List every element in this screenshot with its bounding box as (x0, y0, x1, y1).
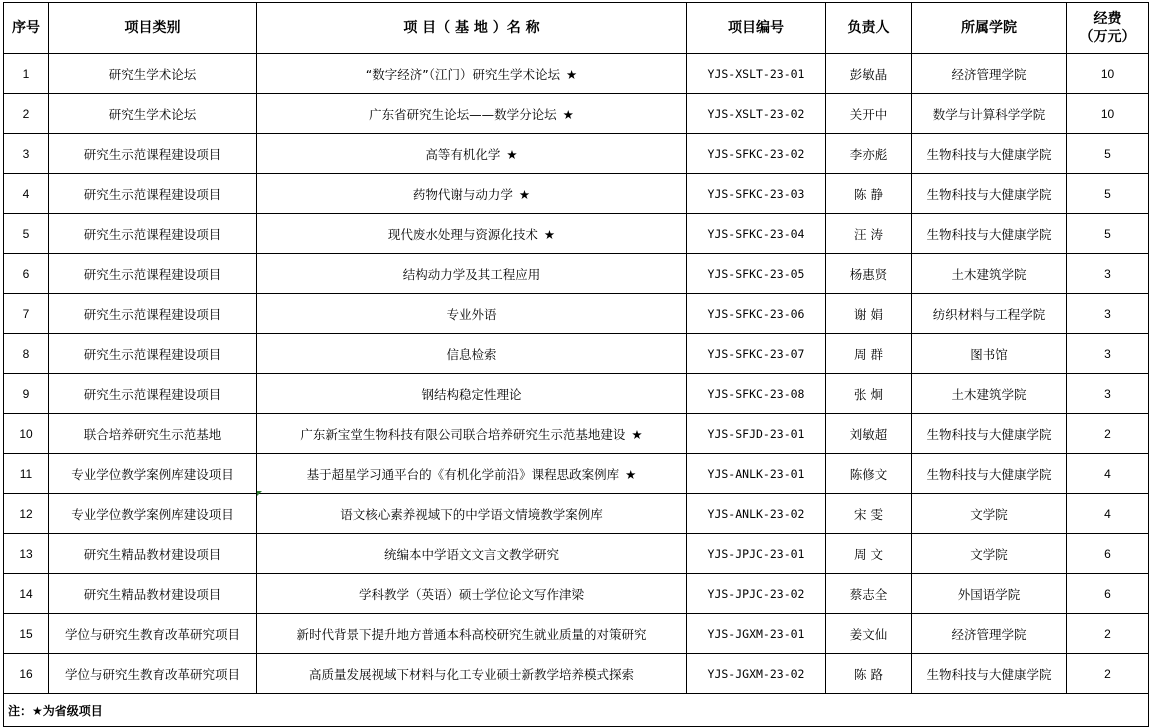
cell-code: YJS-JPJC-23-02 (687, 574, 826, 614)
cell-category: 联合培养研究生示范基地 (49, 414, 257, 454)
cell-category: 学位与研究生教育改革研究项目 (49, 654, 257, 694)
cell-index: 11 (4, 454, 49, 494)
header-name: 项 目（ 基 地 ）名 称 (257, 3, 687, 54)
cell-index: 13 (4, 534, 49, 574)
cell-index: 3 (4, 134, 49, 174)
cell-name (257, 534, 687, 574)
cell-fund: 2 (1067, 614, 1149, 654)
cell-name (257, 574, 687, 614)
cell-fund: 3 (1067, 334, 1149, 374)
cell-fund: 10 (1067, 54, 1149, 94)
provincial-star-icon: ★ (506, 146, 518, 162)
project-name-text: 新时代背景下提升地方普通本科高校研究生就业质量的对策研究 (296, 626, 647, 642)
table-row (4, 94, 1149, 134)
cell-college: 土木建筑学院 (912, 374, 1067, 414)
cell-college: 经济管理学院 (912, 54, 1067, 94)
cell-name (257, 214, 687, 254)
cell-college: 经济管理学院 (912, 614, 1067, 654)
cell-index: 16 (4, 654, 49, 694)
project-name-text: 广东新宝堂生物科技有限公司联合培养研究生示范基地建设 (300, 426, 626, 442)
table-row (4, 294, 1149, 334)
cell-leader: 姜文仙 (826, 614, 912, 654)
cell-college: 文学院 (912, 494, 1067, 534)
cell-code: YJS-SFKC-23-04 (687, 214, 826, 254)
cell-name (257, 134, 687, 174)
cell-category: 研究生精品教材建设项目 (49, 574, 257, 614)
cell-code: YJS-SFKC-23-06 (687, 294, 826, 334)
cell-name (257, 454, 687, 494)
cell-leader: 关开中 (826, 94, 912, 134)
project-table (3, 2, 1149, 727)
cell-leader: 陈 路 (826, 654, 912, 694)
table-row (4, 254, 1149, 294)
cell-code: YJS-SFKC-23-02 (687, 134, 826, 174)
cell-fund: 3 (1067, 254, 1149, 294)
table-row (4, 174, 1149, 214)
cell-category: 研究生示范课程建设项目 (49, 254, 257, 294)
cell-category: 学位与研究生教育改革研究项目 (49, 614, 257, 654)
cell-college: 生物科技与大健康学院 (912, 134, 1067, 174)
cell-category: 研究生示范课程建设项目 (49, 214, 257, 254)
cell-leader: 彭敏晶 (826, 54, 912, 94)
project-name-text: 现代废水处理与资源化技术 (387, 226, 538, 242)
cell-index: 8 (4, 334, 49, 374)
cell-leader: 谢 娟 (826, 294, 912, 334)
cell-category: 专业学位教学案例库建设项目 (49, 494, 257, 534)
cell-fund: 6 (1067, 574, 1149, 614)
cell-fund: 2 (1067, 654, 1149, 694)
cell-fund: 10 (1067, 94, 1149, 134)
project-name-text: 信息检索 (446, 346, 497, 362)
cell-category: 研究生学术论坛 (49, 54, 257, 94)
table-row (4, 534, 1149, 574)
cell-name (257, 614, 687, 654)
table-row (4, 334, 1149, 374)
cell-name (257, 54, 687, 94)
header-fund-line1: 经费 (1093, 11, 1122, 27)
cell-fund: 3 (1067, 374, 1149, 414)
cell-code: YJS-JPJC-23-01 (687, 534, 826, 574)
cell-leader: 张 炯 (826, 374, 912, 414)
provincial-star-icon: ★ (543, 226, 556, 242)
project-name-text: 高质量发展视域下材料与化工专业硕士新教学培养模式探索 (308, 666, 634, 682)
cell-college: 文学院 (912, 534, 1067, 574)
header-fund-line2: （万元） (1079, 29, 1136, 45)
cell-leader: 陈修文 (826, 454, 912, 494)
provincial-star-icon: ★ (565, 66, 578, 82)
project-name-text: 语文核心素养视域下的中学语文情境教学案例库 (340, 506, 603, 522)
header-row (4, 3, 1149, 54)
cell-code: YJS-SFKC-23-07 (687, 334, 826, 374)
table-row (4, 494, 1149, 534)
cell-college: 纺织材料与工程学院 (912, 294, 1067, 334)
cell-index: 6 (4, 254, 49, 294)
cell-name (257, 414, 687, 454)
cell-code: YJS-JGXM-23-01 (687, 614, 826, 654)
project-name-text: 广东省研究生论坛——数学分论坛 (369, 106, 557, 122)
cell-name (257, 654, 687, 694)
table-row (4, 374, 1149, 414)
cell-category: 研究生示范课程建设项目 (49, 294, 257, 334)
cell-index: 10 (4, 414, 49, 454)
cell-index: 1 (4, 54, 49, 94)
cell-college: 外国语学院 (912, 574, 1067, 614)
cell-category: 研究生示范课程建设项目 (49, 174, 257, 214)
cell-leader: 宋 雯 (826, 494, 912, 534)
cell-index: 5 (4, 214, 49, 254)
cell-code: YJS-ANLK-23-02 (687, 494, 826, 534)
cell-fund: 2 (1067, 414, 1149, 454)
cell-college: 生物科技与大健康学院 (912, 414, 1067, 454)
header-leader: 负责人 (826, 3, 912, 54)
cell-category: 研究生学术论坛 (49, 94, 257, 134)
cell-leader: 周 文 (826, 534, 912, 574)
project-name-text: 钢结构稳定性理论 (421, 386, 522, 402)
cell-index: 14 (4, 574, 49, 614)
cell-name (257, 494, 687, 534)
cell-fund: 5 (1067, 174, 1149, 214)
project-name-text: “数字经济”（江门）研究生学术论坛 (365, 66, 560, 82)
cell-category: 专业学位教学案例库建设项目 (49, 454, 257, 494)
cell-fund: 5 (1067, 134, 1149, 174)
cell-leader: 陈 静 (826, 174, 912, 214)
table-row (4, 454, 1149, 494)
cell-code: YJS-SFKC-23-08 (687, 374, 826, 414)
table-row (4, 654, 1149, 694)
header-college: 所属学院 (912, 3, 1067, 54)
cell-leader: 杨惠贤 (826, 254, 912, 294)
cell-index: 12 (4, 494, 49, 534)
cell-code: YJS-XSLT-23-02 (687, 94, 826, 134)
cell-name (257, 174, 687, 214)
cell-name (257, 94, 687, 134)
provincial-star-icon: ★ (625, 466, 637, 482)
provincial-star-icon: ★ (631, 426, 643, 442)
table-row (4, 214, 1149, 254)
cell-college: 土木建筑学院 (912, 254, 1067, 294)
project-name-text: 药物代谢与动力学 (412, 186, 513, 202)
cell-category: 研究生精品教材建设项目 (49, 534, 257, 574)
cell-code: YJS-SFJD-23-01 (687, 414, 826, 454)
cell-leader: 蔡志全 (826, 574, 912, 614)
cell-category: 研究生示范课程建设项目 (49, 334, 257, 374)
cell-college: 图书馆 (912, 334, 1067, 374)
cell-code: YJS-ANLK-23-01 (687, 454, 826, 494)
cell-index: 15 (4, 614, 49, 654)
note-row (4, 694, 1149, 727)
cell-college: 生物科技与大健康学院 (912, 214, 1067, 254)
cell-corner-marker (257, 491, 262, 496)
header-fund (1067, 3, 1149, 54)
project-name-text: 统编本中学语文文言文教学研究 (383, 546, 559, 562)
note-text: 注：★为省级项目 (4, 694, 1149, 727)
cell-name (257, 334, 687, 374)
table-row (4, 54, 1149, 94)
cell-name (257, 254, 687, 294)
cell-category: 研究生示范课程建设项目 (49, 374, 257, 414)
cell-leader: 李亦彪 (826, 134, 912, 174)
cell-leader: 周 群 (826, 334, 912, 374)
provincial-star-icon: ★ (562, 106, 574, 122)
cell-fund: 5 (1067, 214, 1149, 254)
cell-code: YJS-JGXM-23-02 (687, 654, 826, 694)
cell-college: 生物科技与大健康学院 (912, 174, 1067, 214)
cell-index: 4 (4, 174, 49, 214)
cell-index: 9 (4, 374, 49, 414)
cell-fund: 4 (1067, 454, 1149, 494)
table-row (4, 614, 1149, 654)
cell-code: YJS-SFKC-23-05 (687, 254, 826, 294)
cell-fund: 3 (1067, 294, 1149, 334)
cell-fund: 4 (1067, 494, 1149, 534)
cell-college: 数学与计算科学学院 (912, 94, 1067, 134)
project-name-text: 高等有机化学 (425, 146, 501, 162)
cell-index: 2 (4, 94, 49, 134)
project-name-text: 学科教学（英语）硕士学位论文写作津梁 (358, 586, 584, 602)
cell-index: 7 (4, 294, 49, 334)
project-name-text: 结构动力学及其工程应用 (402, 266, 541, 282)
cell-leader: 刘敏超 (826, 414, 912, 454)
header-index: 序号 (4, 3, 49, 54)
cell-college: 生物科技与大健康学院 (912, 454, 1067, 494)
table-row (4, 574, 1149, 614)
project-name-text: 专业外语 (446, 306, 497, 322)
cell-college: 生物科技与大健康学院 (912, 654, 1067, 694)
cell-name (257, 374, 687, 414)
cell-code: YJS-XSLT-23-01 (687, 54, 826, 94)
table-row (4, 414, 1149, 454)
provincial-star-icon: ★ (518, 186, 531, 202)
header-code: 项目编号 (687, 3, 826, 54)
header-category: 项目类别 (49, 3, 257, 54)
table-row (4, 134, 1149, 174)
cell-fund: 6 (1067, 534, 1149, 574)
cell-leader: 汪 涛 (826, 214, 912, 254)
cell-code: YJS-SFKC-23-03 (687, 174, 826, 214)
cell-category: 研究生示范课程建设项目 (49, 134, 257, 174)
project-name-text: 基于超星学习通平台的《有机化学前沿》课程思政案例库 (306, 466, 620, 482)
cell-name (257, 294, 687, 334)
